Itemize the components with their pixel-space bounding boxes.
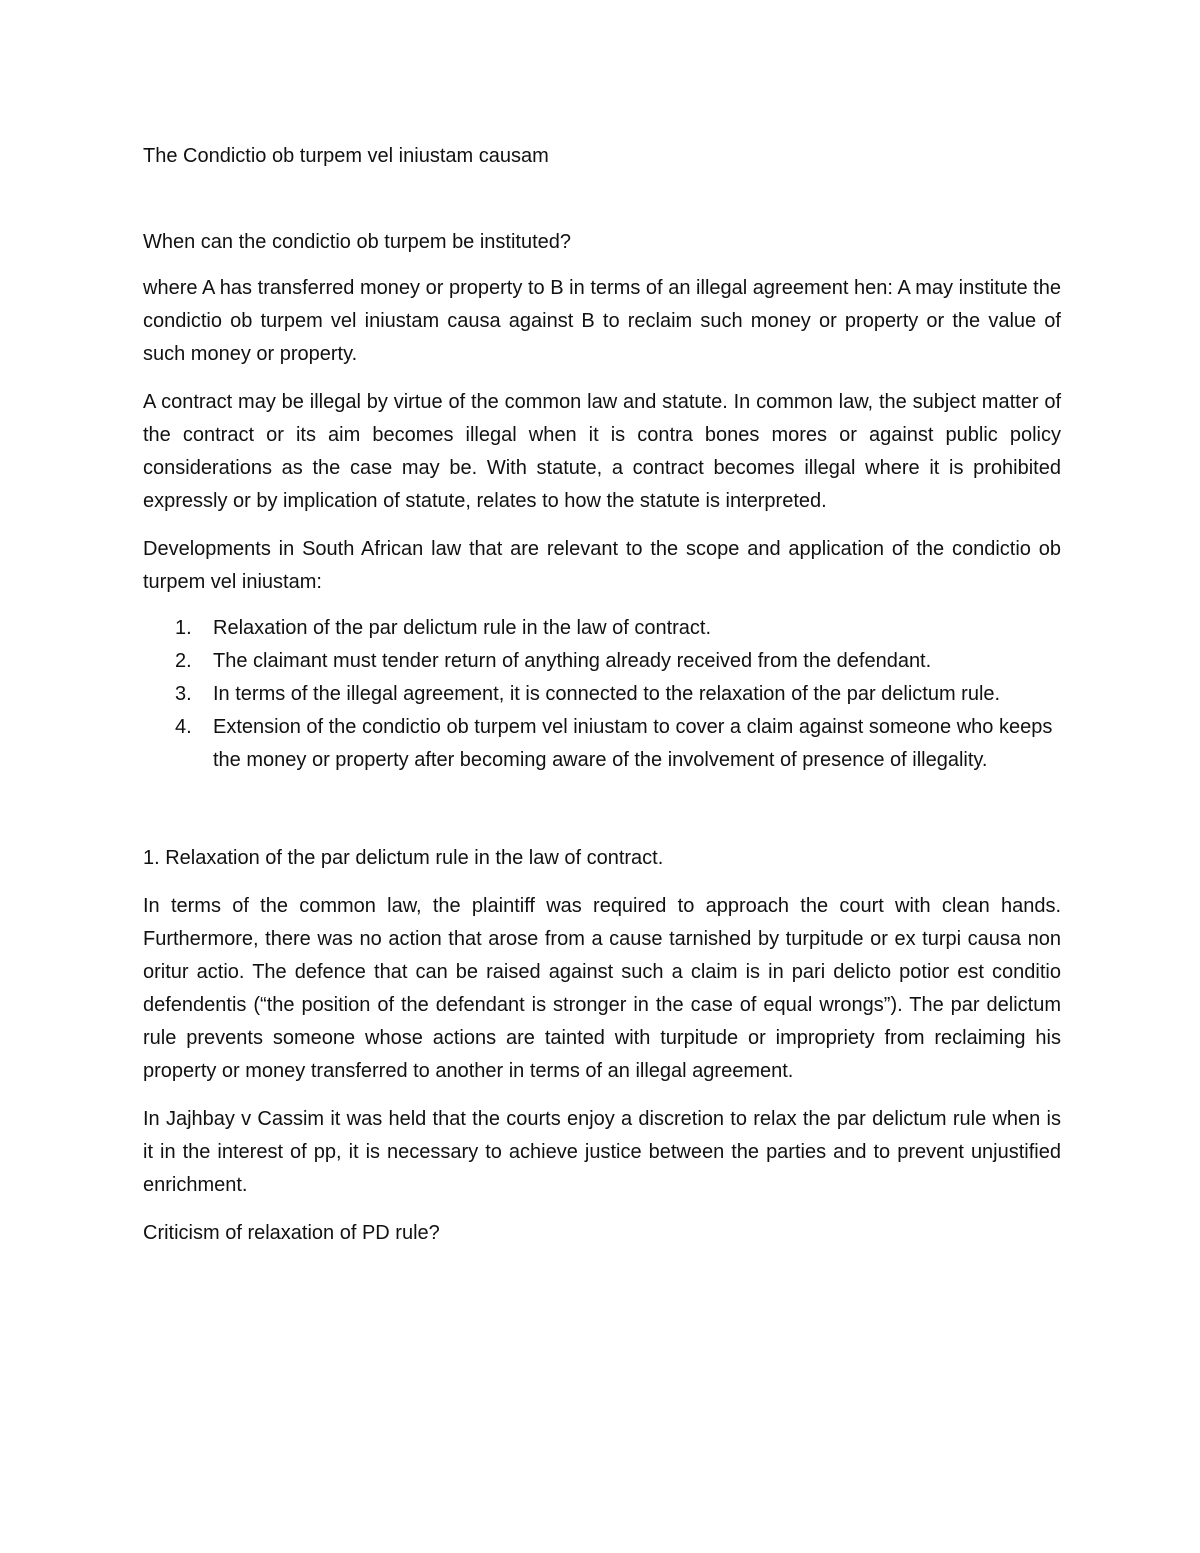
paragraph-case-law: In Jajhbay v Cassim it was held that the courts enjoy a discretion to relax the par delictum rule when is it in the interest of pp, it is necessary to achieve justice between the parties and to prevent unjustified enrichment.	[143, 1108, 1061, 1196]
developments-list	[143, 612, 1061, 777]
question-heading: When can the condictio ob turpem be instituted?	[143, 231, 572, 253]
paragraph-definition: where A has transferred money or property to B in terms of an illegal agreement hen: A may institute the condictio ob turpem vel iniustam causa against B to reclaim such money or property or the value of such money or property.	[143, 277, 1061, 365]
list-item-text: Extension of the condictio ob turpem vel iniustam to cover a claim against someone who keeps the money or property after becoming aware of the involvement of presence of illegality.	[213, 716, 1053, 771]
paragraph-developments-intro: Developments in South African law that are relevant to the scope and application of the condictio ob turpem vel iniustam:	[143, 538, 1061, 593]
list-item-text: The claimant must tender return of anything already received from the defendant.	[213, 650, 932, 672]
document-page	[143, 140, 1061, 1250]
list-item	[143, 678, 1061, 711]
list-item-number: 1.	[175, 617, 192, 639]
list-item	[143, 645, 1061, 678]
list-item-number: 4.	[175, 716, 192, 738]
document-title: The Condictio ob turpem vel iniustam causam	[143, 145, 549, 167]
paragraph-common-law: In terms of the common law, the plaintiff was required to approach the court with clean hands. Furthermore, there was no action that arose from a cause tarnished by turpitude or ex turpi causa non oritur actio. The defence that can be raised against such a claim is in pari delicto potior est conditio defendentis (“the position of the defendant is stronger in the case of equal wrongs”). The par delictum rule prevents someone whose actions are tainted with turpitude or impropriety from reclaiming his property or money transferred to another in terms of an illegal agreement.	[143, 895, 1061, 1082]
section-heading: 1. Relaxation of the par delictum rule in the law of contract.	[143, 847, 664, 869]
list-item-number: 2.	[175, 650, 192, 672]
paragraph-illegal-contract: A contract may be illegal by virtue of the common law and statute. In common law, the subject matter of the contract or its aim becomes illegal when it is contra bones mores or against public policy considerations as the case may be. With statute, a contract becomes illegal where it is prohibited expressly or by implication of statute, relates to how the statute is interpreted.	[143, 391, 1061, 512]
list-item	[143, 711, 1061, 777]
list-item-text: In terms of the illegal agreement, it is connected to the relaxation of the par delictum rule.	[213, 683, 1001, 705]
criticism-question: Criticism of relaxation of PD rule?	[143, 1222, 440, 1244]
list-item	[143, 612, 1061, 645]
list-item-text: Relaxation of the par delictum rule in the law of contract.	[213, 617, 712, 639]
list-item-number: 3.	[175, 683, 192, 705]
